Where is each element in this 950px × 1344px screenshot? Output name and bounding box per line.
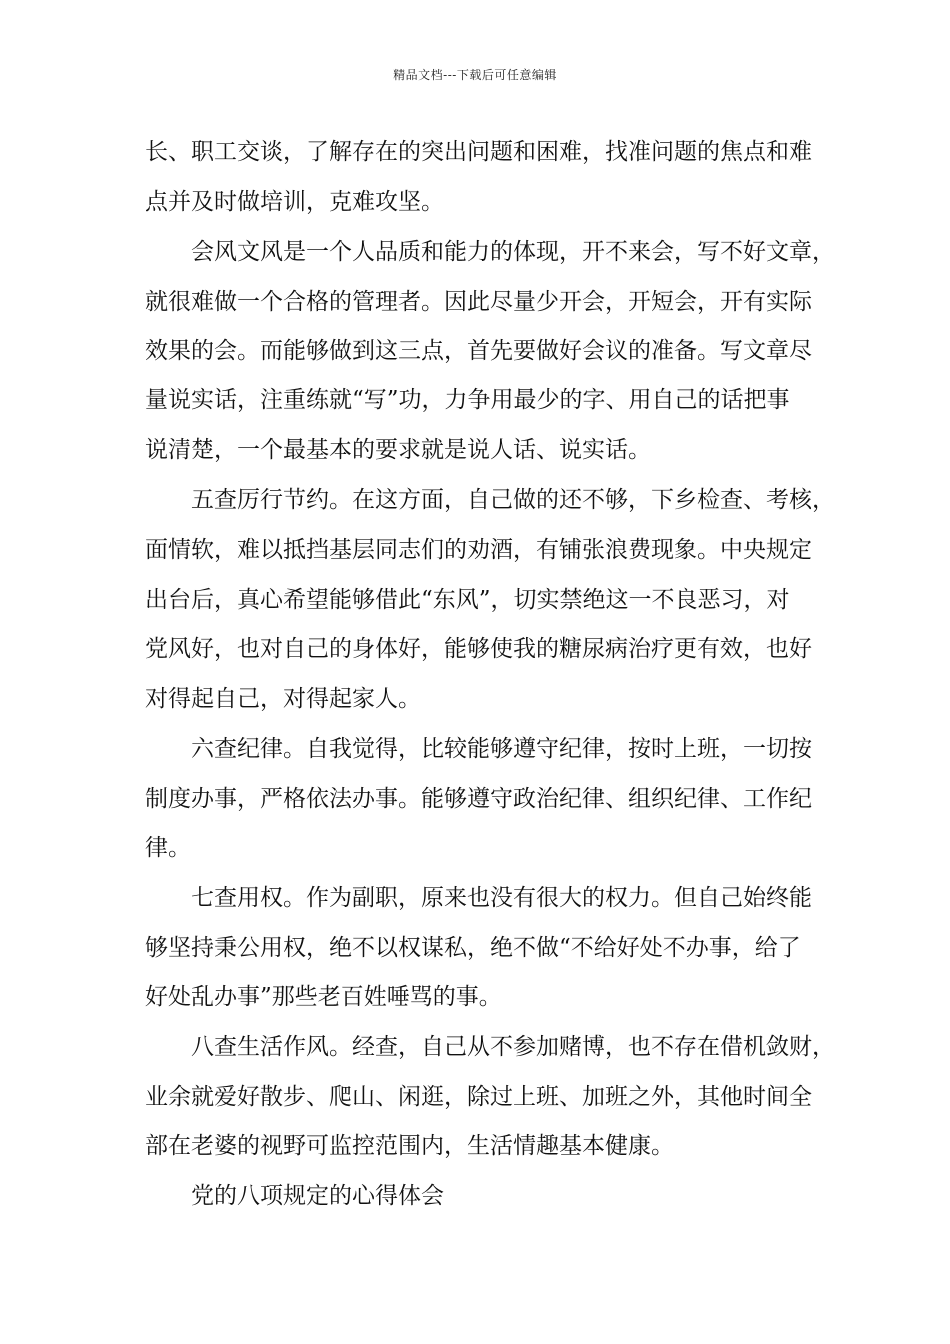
- text-line: 就很难做一个合格的管理者。因此尽量少开会，开短会，开有实际: [145, 289, 812, 315]
- text-line: 党风好，也对自己的身体好，能够使我的糖尿病治疗更有效，也好: [145, 636, 812, 662]
- text-line: 业余就爱好散步、爬山、闲逛，除过上班、加班之外，其他时间全: [145, 1084, 812, 1110]
- paragraph-first-line: 七查用权。作为副职，原来也没有很大的权力。但自己始终能: [191, 885, 812, 911]
- page-header: 精品文档---下载后可任意编辑: [393, 68, 557, 82]
- text-line: 好处乱办事”那些老百姓唾骂的事。: [145, 984, 502, 1010]
- text-line: 出台后，真心希望能够借此“东风”，切实禁绝这一不良恶习，对: [145, 587, 790, 613]
- text-line: 效果的会。而能够做到这三点，首先要做好会议的准备。写文章尽: [145, 338, 812, 364]
- text-line: 律。: [145, 835, 191, 861]
- paragraph-first-line: 六查纪律。自我觉得，比较能够遵守纪律，按时上班，一切按: [191, 736, 812, 762]
- text-line: 够坚持秉公用权，绝不以权谋私，绝不做“不给好处不办事，给了: [145, 935, 801, 961]
- text-line: 面情软，难以抵挡基层同志们的劝酒，有铺张浪费现象。中央规定: [145, 537, 812, 563]
- text-line: 长、职工交谈，了解存在的突出问题和困难，找准问题的焦点和难: [145, 139, 812, 165]
- section-heading: 党的八项规定的心得体会: [191, 1183, 444, 1209]
- text-line: 制度办事，严格依法办事。能够遵守政治纪律、组织纪律、工作纪: [145, 786, 812, 812]
- text-line: 点并及时做培训，克难攻坚。: [145, 189, 444, 215]
- text-line: 说清楚，一个最基本的要求就是说人话、说实话。: [145, 437, 651, 463]
- paragraph-first-line: 八查生活作风。经查，自己从不参加赌博，也不存在借机敛财，: [191, 1034, 835, 1060]
- paragraph-first-line: 五查厉行节约。在这方面，自己做的还不够，下乡检查、考核，: [191, 487, 835, 513]
- text-line: 部在老婆的视野可监控范围内，生活情趣基本健康。: [145, 1133, 674, 1159]
- text-line: 量说实话，注重练就“写”功，力争用最少的字、用自己的话把事: [145, 387, 790, 413]
- paragraph-first-line: 会风文风是一个人品质和能力的体现，开不来会，写不好文章，: [191, 239, 835, 265]
- text-line: 对得起自己，对得起家人。: [145, 686, 421, 712]
